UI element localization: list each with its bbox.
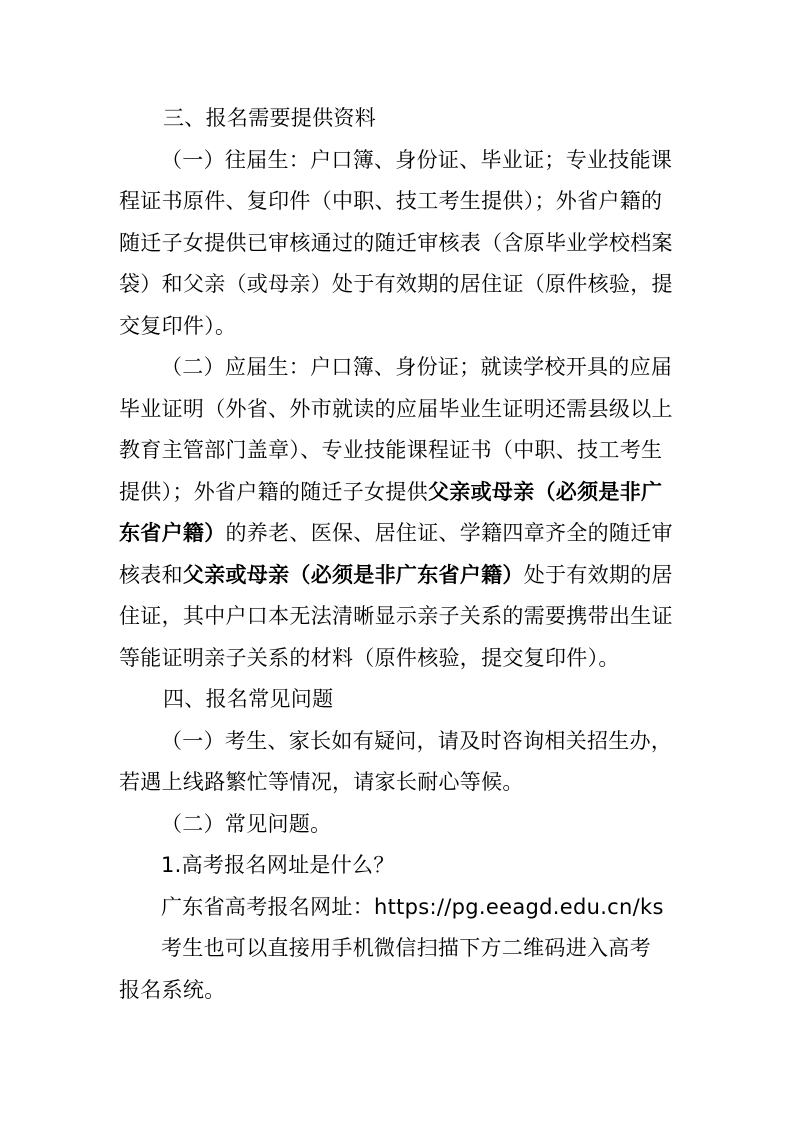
paragraph-line: 考生也可以直接用手机微信扫描下方二维码进入高考	[161, 936, 651, 960]
paragraph-text: 的养老、医保、居住证、学籍四章齐全的随迁审	[225, 521, 673, 545]
paragraph-text: 提供）；外省户籍的随迁子女提供	[119, 479, 428, 504]
paragraph-line: 住证，其中户口本无法清晰显示亲子关系的需要携带出生证	[119, 604, 673, 628]
paragraph-text: 核表和	[119, 562, 183, 587]
bold-emphasis: 东省户籍）	[119, 521, 226, 545]
paragraph-line: 若遇上线路繁忙等情况，请家长耐心等候。	[119, 770, 524, 794]
section-4-heading: 四、报名常见问题	[163, 687, 334, 711]
paragraph-line: 程证书原件、复印件（中职、技工考生提供）；外省户籍的	[119, 189, 663, 213]
bold-emphasis: 父亲或母亲（必须是非广东省户籍）	[182, 562, 524, 587]
section-3-item-1	[119, 140, 675, 348]
paragraph-line: 报名系统。	[119, 977, 226, 1002]
paragraph-line: 随迁子女提供已审核通过的随迁审核表（含原毕业学校档案	[119, 230, 673, 255]
paragraph-line: 毕业证明（外省、外市就读的应届毕业生证明还需县级以上	[119, 396, 673, 421]
faq-heading: （二）常见问题。	[161, 811, 332, 836]
paragraph-line	[119, 513, 675, 555]
paragraph-line: （二）应届生：户口簿、身份证；就读学校开具的应届	[161, 355, 673, 379]
bold-emphasis: 父亲或母亲（必须是非广	[428, 479, 663, 504]
section-4-item-2	[119, 804, 675, 1012]
faq-answer-url: 广东省高考报名网址：https://pg.eeagd.edu.cn/ks	[161, 894, 664, 919]
paragraph-line: （一）往届生：户口簿、身份证、毕业证；专业技能课	[161, 147, 673, 172]
paragraph-text: 处于有效期的居	[523, 562, 673, 587]
section-3-item-2	[119, 347, 675, 679]
paragraph-line	[119, 555, 675, 597]
paragraph-line: 交复印件）。	[119, 313, 237, 338]
paragraph-line: （一）考生、家长如有疑问，请及时咨询相关招生办，	[161, 728, 673, 753]
paragraph-line: 等能证明亲子关系的材料（原件核验，提交复印件）。	[119, 645, 620, 670]
paragraph-line: 袋）和父亲（或母亲）处于有效期的居住证（原件核验，提	[119, 272, 673, 296]
document-page	[119, 98, 675, 1011]
section-3-heading: 三、报名需要提供资料	[163, 106, 376, 130]
paragraph-line	[119, 472, 675, 514]
faq-question: 1.高考报名网址是什么？	[161, 853, 395, 877]
section-4-item-1	[119, 721, 675, 804]
paragraph-line: 教育主管部门盖章）、专业技能课程证书（中职、技工考生	[119, 438, 663, 462]
